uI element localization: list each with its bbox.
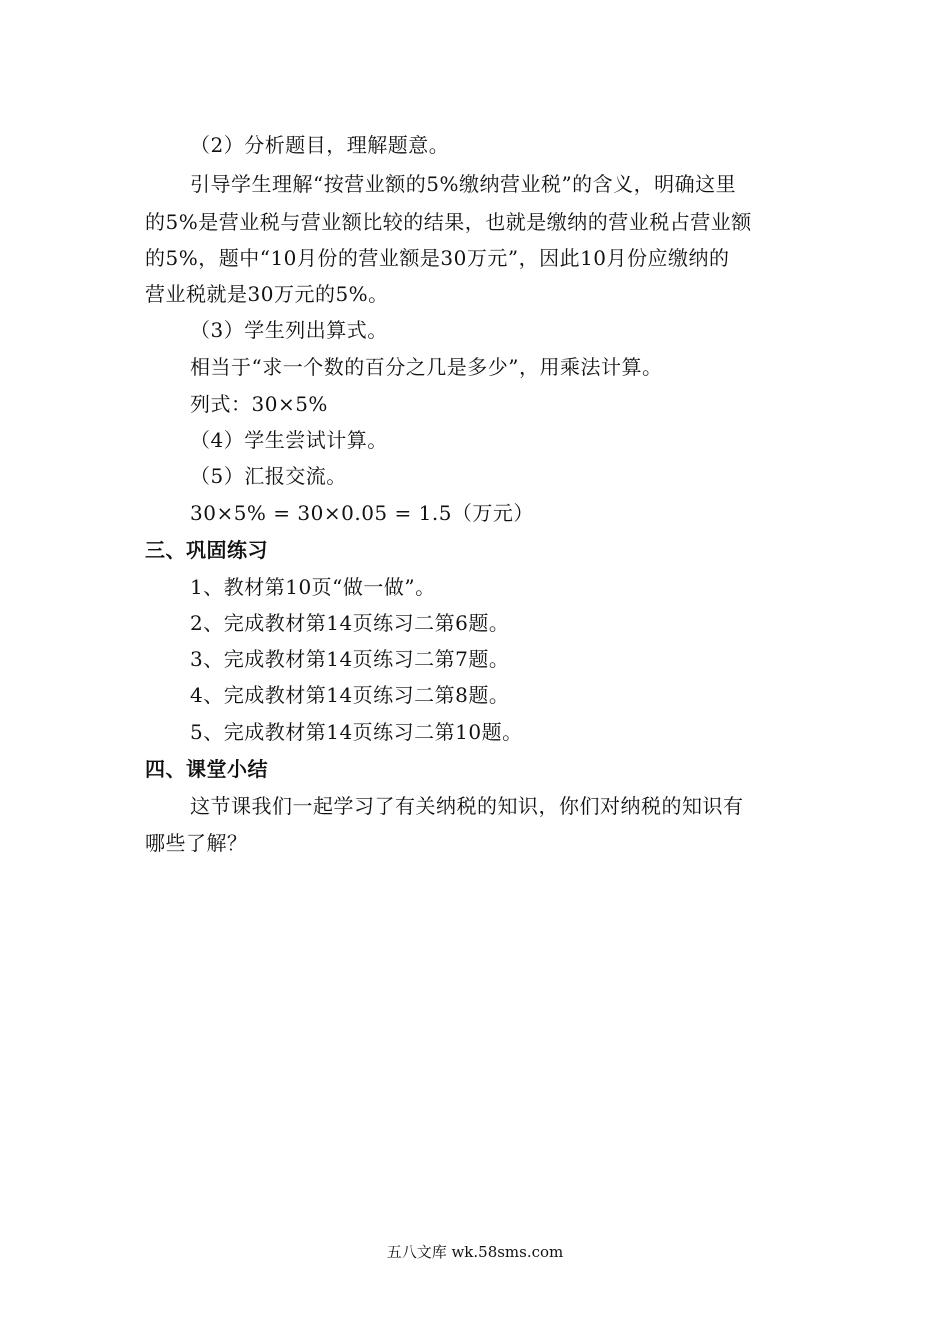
- calculation-line: 30×5% = 30×0.05 = 1.5（万元）: [190, 501, 534, 525]
- list-item: 1、教材第10页“做一做”。: [190, 575, 436, 599]
- section-heading-practice: 三、巩固练习: [145, 538, 268, 562]
- step-3-text: （3）学生列出算式。: [190, 318, 388, 342]
- page-footer: 五八文库 wk.58sms.com: [386, 1243, 564, 1261]
- step-2-text: （2）分析题目，理解题意。: [190, 133, 450, 157]
- list-item: 3、完成教材第14页练习二第7题。: [190, 647, 510, 671]
- paragraph-line: 营业税就是30万元的5%。: [145, 282, 389, 306]
- paragraph-line: 哪些了解？: [145, 831, 248, 855]
- paragraph-line: 相当于“求一个数的百分之几是多少”，用乘法计算。: [190, 355, 663, 379]
- paragraph-line: 引导学生理解“按营业额的5%缴纳营业税”的含义，明确这里: [190, 172, 737, 196]
- list-item: 5、完成教材第14页练习二第10题。: [190, 720, 523, 744]
- step-5-text: （5）汇报交流。: [190, 464, 347, 488]
- paragraph-line: 这节课我们一起学习了有关纳税的知识，你们对纳税的知识有: [190, 794, 744, 818]
- list-item: 4、完成教材第14页练习二第8题。: [190, 683, 510, 707]
- formula-line: 列式：30×5%: [190, 392, 328, 416]
- list-item: 2、完成教材第14页练习二第6题。: [190, 611, 510, 635]
- paragraph-line: 的5%，题中“10月份的营业额是30万元”，因此10月份应缴纳的: [145, 246, 730, 270]
- step-4-text: （4）学生尝试计算。: [190, 428, 388, 452]
- section-heading-summary: 四、课堂小结: [145, 757, 268, 781]
- paragraph-line: 的5%是营业税与营业额比较的结果，也就是缴纳的营业税占营业额: [145, 210, 752, 234]
